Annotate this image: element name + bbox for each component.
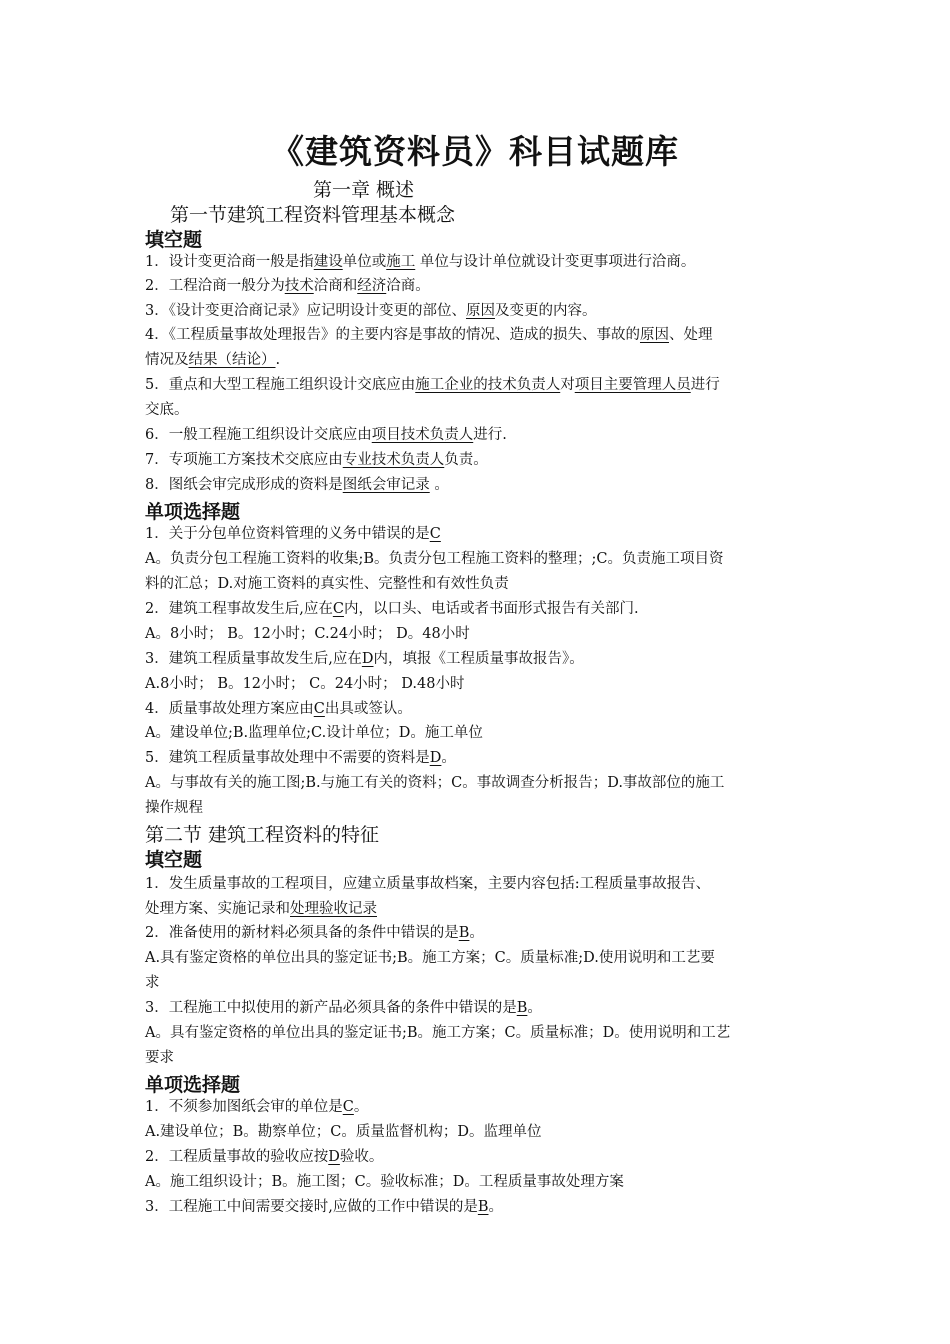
line-text: 2．工程质量事故的验收应按 [145,1149,329,1165]
line-text: 7．专项施工方案技术交底应由 [145,452,343,468]
answer-text: 原因 [639,327,669,343]
line-text: 对 [560,377,575,393]
line-text: 。 [429,477,449,493]
heading-single-choice-1: 单项选择题 [145,501,241,523]
text-line [145,473,815,498]
text-line [145,597,815,622]
text-line [145,398,815,423]
answer-text: C [332,601,344,617]
text-line [145,274,815,299]
line-text: 情况及 [145,352,189,368]
line-text: 单位与设计单位就设计变更事项进行洽商。 [415,254,696,270]
answer-text: 技术 [284,278,314,294]
line-text: 交底。 [145,402,189,418]
line-text: A。负责分包工程施工资料的收集;B。负责分包工程施工资料的整理；;C。负责施工项目资 [145,551,724,567]
answer-text: B [477,1199,489,1215]
answer-text: D [328,1149,340,1165]
text-line [145,796,815,821]
line-text: 单位或 [342,254,387,270]
line-text: 料的汇总；D.对施工资料的真实性、完整性和有效性负责 [145,576,509,592]
text-line [145,1145,815,1170]
heading-single-choice-2: 单项选择题 [145,1074,241,1096]
line-text: 3．工程施工中间需要交接时,应做的工作中错误的是 [145,1199,478,1215]
section-heading-2: 第二节 建筑工程资料的特征 [145,824,380,846]
line-text: 2．建筑工程事故发生后,应在 [145,601,333,617]
heading-fill-in-2: 填空题 [145,849,203,871]
line-text: 3．《设计变更洽商记录》应记明设计变更的部位、 [145,303,466,319]
answer-text: C [313,701,325,717]
line-text: 内，以口头、电话或者书面形式报告有关部门. [343,601,639,617]
line-text: 5．建筑工程质量事故处理中不需要的资料是 [145,750,430,766]
text-line [145,721,815,746]
line-text: 验收。 [339,1149,384,1165]
line-text: A。与事故有关的施工图;B.与施工有关的资料；C。事故调查分析报告；D.事故部位的施工 [145,775,725,791]
line-text: 及变更的内容。 [494,303,597,319]
text-line [145,1046,815,1071]
answer-text: 结果（结论） [188,352,276,368]
line-text: 4．《工程质量事故处理报告》的主要内容是事故的情况、造成的损失、事故的 [145,327,640,343]
line-text: 3．工程施工中拟使用的新产品必须具备的条件中错误的是 [145,1000,517,1016]
line-text: 。 [469,925,484,941]
text-line [145,1195,815,1220]
line-text: 6．一般工程施工组织设计交底应由 [145,427,372,443]
text-line [145,872,815,897]
answer-text: 建设 [313,254,343,270]
line-text: 处理方案、实施记录和 [145,901,290,917]
line-text: A。建设单位;B.监理单位;C.设计单位；D。施工单位 [145,725,483,741]
text-line [145,647,815,672]
text-line [145,547,815,572]
line-text: 洽商和 [313,278,358,294]
line-text: . [275,352,281,368]
answer-text: B [516,1000,528,1016]
text-line [145,1021,815,1046]
line-text: 1．设计变更洽商一般是指 [145,254,314,270]
line-text: 出具或签认。 [324,701,412,717]
answer-text: 施工企业的技术负责人 [415,377,561,393]
line-text: A。施工组织设计；B。施工图；C。验收标准；D。工程质量事故处理方案 [145,1174,624,1190]
answer-text: 专业技术负责人 [342,452,445,468]
answer-text: 施工 [386,254,416,270]
line-text: 5．重点和大型工程施工组织设计交底应由 [145,377,416,393]
text-line [145,746,815,771]
text-line [145,323,815,348]
text-line [145,522,815,547]
line-text: 进行. [473,427,507,443]
line-text: 3．建筑工程质量事故发生后,应在 [145,651,362,667]
text-line [145,299,815,324]
text-line [145,971,815,996]
answer-text: D [429,750,442,766]
answer-text: 原因 [465,303,495,319]
line-text: 操作规程 [145,800,203,816]
answer-text: 处理验收记录 [290,901,377,917]
text-line [145,1170,815,1195]
line-text: A。8小时； B。12小时；C.24小时； D。48小时 [145,626,470,642]
line-text: 1．关于分包单位资料管理的义务中错误的是 [145,526,430,542]
answer-text: 项目主要管理人员 [574,377,691,393]
text-line [145,373,815,398]
answer-text: C [429,526,441,542]
text-line [145,348,815,373]
line-text: 、处理 [668,327,713,343]
line-text: A。具有鉴定资格的单位出具的鉴定证书;B。施工方案；C。质量标准；D。使用说明和工艺 [145,1025,731,1041]
text-line [145,946,815,971]
line-text: 1．不须参加图纸会审的单位是 [145,1099,343,1115]
text-line [145,897,815,922]
line-text: 2．准备使用的新材料必须具备的条件中错误的是 [145,925,459,941]
line-text: A.8小时； B。12小时； C。24小时； D.48小时 [145,676,465,692]
line-text: 2．工程洽商一般分为 [145,278,285,294]
answer-text: 经济 [357,278,387,294]
line-text: A.具有鉴定资格的单位出具的鉴定证书;B。施工方案；C。质量标准;D.使用说明和工艺要 [145,950,715,966]
line-text: 。 [527,1000,542,1016]
line-text: 。 [441,750,456,766]
answer-text: B [458,925,470,941]
text-line [145,622,815,647]
line-text: 负责。 [444,452,488,468]
answer-text: 项目技术负责人 [371,427,474,443]
answer-text: D [361,651,374,667]
text-line [145,672,815,697]
answer-text: 图纸会审记录 [342,477,430,493]
line-text: 。 [488,1199,503,1215]
text-line [145,1120,815,1145]
line-text: 4．质量事故处理方案应由 [145,701,314,717]
line-text: 要求 [145,1050,174,1066]
text-line [145,423,815,448]
text-line [145,771,815,796]
text-line [145,996,815,1021]
text-line [145,250,815,275]
text-line [145,448,815,473]
answer-text: C [342,1099,354,1115]
line-text: 内，填报《工程质量事故报告》。 [373,651,584,667]
text-line [145,572,815,597]
line-text: 洽商。 [386,278,430,294]
section-heading-1: 第一节建筑工程资料管理基本概念 [170,204,456,226]
document-title: 《建筑资料员》科目试题库 [271,132,679,171]
line-text: 进行 [690,377,720,393]
chapter-heading: 第一章 概述 [313,179,415,201]
line-text: 求 [145,975,160,991]
line-text: 1．发生质量事故的工程项目，应建立质量事故档案，主要内容包括:工程质量事故报告、 [145,876,711,892]
heading-fill-in-1: 填空题 [145,229,203,251]
line-text: 8．图纸会审完成形成的资料是 [145,477,343,493]
text-line [145,921,815,946]
text-line [145,1095,815,1120]
text-line [145,697,815,722]
line-text: 。 [353,1099,369,1115]
line-text: A.建设单位；B。勘察单位；C。质量监督机构；D。监理单位 [145,1124,542,1140]
